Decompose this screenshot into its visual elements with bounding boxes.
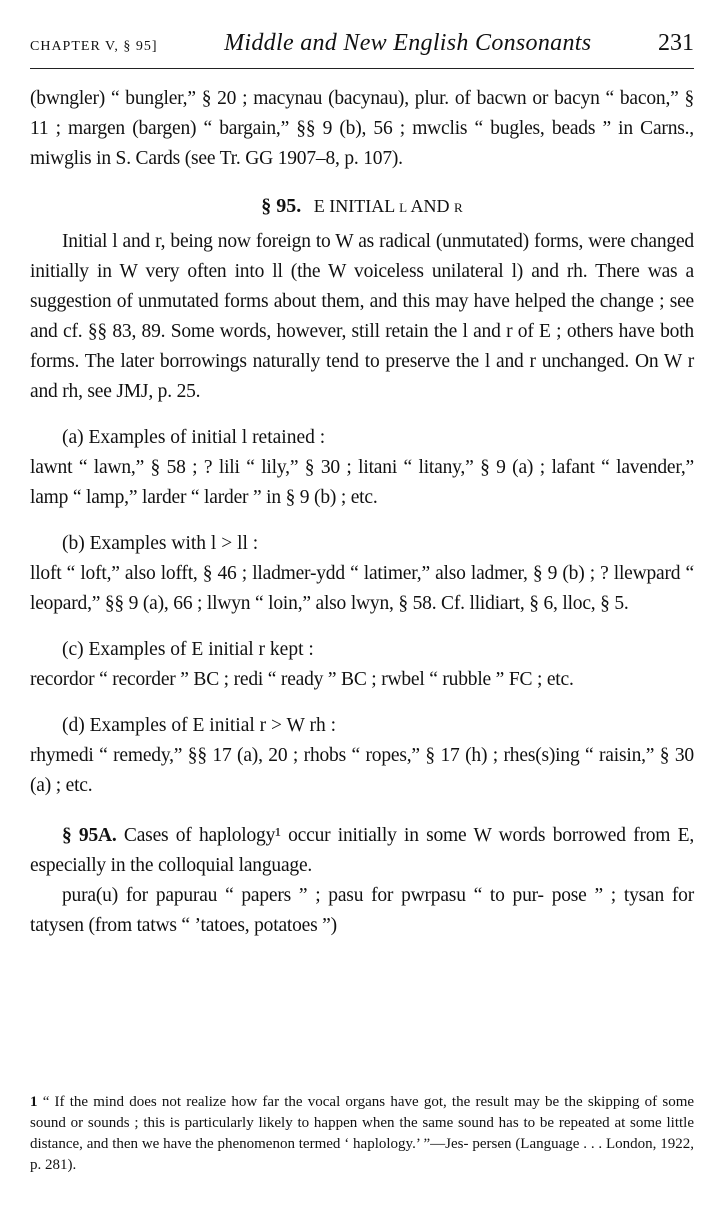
text-line: cf. §§ 83, 89. Some words, however, still retain the l and r of E ; xyxy=(62,321,562,342)
text-line: lafant “ lavender,” lamp “ lamp,” larder “ larder ” in § 9 (b) ; etc. xyxy=(30,457,694,508)
body-text xyxy=(30,84,694,941)
example-block-b xyxy=(30,529,694,619)
example-block-d xyxy=(30,711,694,801)
text-line: lwyn, § 58. Cf. llidiart, § 6, lloc, § 5. xyxy=(350,593,629,614)
text-line: others have both forms. The later borrowings naturally tend to xyxy=(30,321,694,372)
running-title: Middle and New English Consonants xyxy=(224,30,592,56)
text-line: mwclis “ bugles, beads ” in Carns., miwglis in S. Cards (see Tr. GG xyxy=(30,118,694,169)
section-number: § 95. xyxy=(261,195,302,217)
text-line: (bwngler) “ bungler,” § 20 ; macynau (bacynau), plur. of bacwn or xyxy=(30,88,549,109)
section-heading xyxy=(30,191,694,221)
text-line: lloft “ loft,” also lofft, § 46 ; lladmer-ydd “ latimer,” also ladmer, xyxy=(30,563,528,584)
section-95a-examples xyxy=(30,881,694,941)
example-body xyxy=(30,665,694,695)
text-line: pose ” ; tysan for tatysen (from tatws “ ’tatoes, potatoes ”) xyxy=(30,885,695,936)
text-line: pura(u) for papurau “ papers ” ; pasu for pwrpasu “ to pur- xyxy=(62,885,544,906)
text-line: lawnt “ lawn,” § 58 ; ? lili “ lily,” § 30 ; litani “ litany,” § 9 (a) ; xyxy=(30,457,545,478)
text-line: Initial l and r, being now foreign to W as radical (unmutated) xyxy=(62,231,529,252)
text-line: forms, were changed initially in W very often into ll (the W xyxy=(30,231,694,282)
text-line: forms about them, and this may have helped the change ; see and xyxy=(30,291,694,342)
example-body xyxy=(30,559,694,619)
example-body xyxy=(30,741,694,801)
text-line: borrowed from E, especially in the colloquial language. xyxy=(30,825,694,876)
text-line: likely to happen when the same sound has to be repeated at some little xyxy=(258,1115,695,1131)
text-line: Cases of haplology¹ occur initially in some W words xyxy=(123,825,546,846)
text-line: preserve the l and r unchanged. On W r and rh, see JMJ, p. 25. xyxy=(30,351,694,402)
text-line: rhes(s)ing “ raisin,” § 30 (a) ; etc. xyxy=(30,745,694,796)
section-95a-paragraph xyxy=(30,821,694,881)
text-line: result may be the skipping of some sound or sounds ; this is particularly xyxy=(30,1094,695,1131)
example-body xyxy=(30,453,694,513)
intro-paragraph xyxy=(30,84,694,174)
example-block-c xyxy=(30,635,694,695)
text-line: § 9 (b) ; ? llewpard “ leopard,” §§ 9 (a), 66 ; llwyn “ loin,” also xyxy=(30,563,694,614)
page-number: 231 xyxy=(657,30,694,56)
text-line: distance, and then we have the phenomenon termed ‘ haplology.’ ”—Jes- xyxy=(30,1136,469,1152)
text-line: recordor “ recorder ” BC ; redi “ ready ” BC ; rwbel “ rubble ” xyxy=(30,669,505,690)
text-line: FC ; etc. xyxy=(508,669,574,690)
example-lead: (a) Examples of initial l retained : xyxy=(62,427,326,448)
example-lead: (b) Examples with l > ll : xyxy=(62,533,259,554)
example-block-a xyxy=(30,423,694,513)
text-line: bacyn “ bacon,” § 11 ; margen (bargen) “ bargain,” §§ 9 (b), 56 ; xyxy=(30,88,695,139)
header-rule xyxy=(30,68,694,69)
section-paragraph xyxy=(30,227,694,407)
running-header xyxy=(30,30,694,64)
section-title: E INITIAL l AND r xyxy=(313,196,463,216)
text-line: voiceless unilateral l) and rh. There was a suggestion of unmutated xyxy=(30,261,695,312)
footnote xyxy=(30,1092,694,1176)
example-lead: (c) Examples of E initial r kept : xyxy=(62,639,314,660)
text-line: 1907–8, p. 107). xyxy=(277,148,403,169)
section-number: § 95A. xyxy=(62,825,117,846)
chapter-ref: CHAPTER V, § 95] xyxy=(30,39,158,54)
section-95a xyxy=(30,821,694,941)
text-line: “ If the mind does not realize how far the vocal organs have got, the xyxy=(42,1094,471,1110)
footnote-mark: 1 xyxy=(30,1094,38,1110)
example-lead: (d) Examples of E initial r > W rh : xyxy=(62,715,337,736)
text-line: rhymedi “ remedy,” §§ 17 (a), 20 ; rhobs “ ropes,” § 17 (h) ; xyxy=(30,745,498,766)
text-line: persen (Language . . . London, 1922, p. 281). xyxy=(30,1136,694,1173)
